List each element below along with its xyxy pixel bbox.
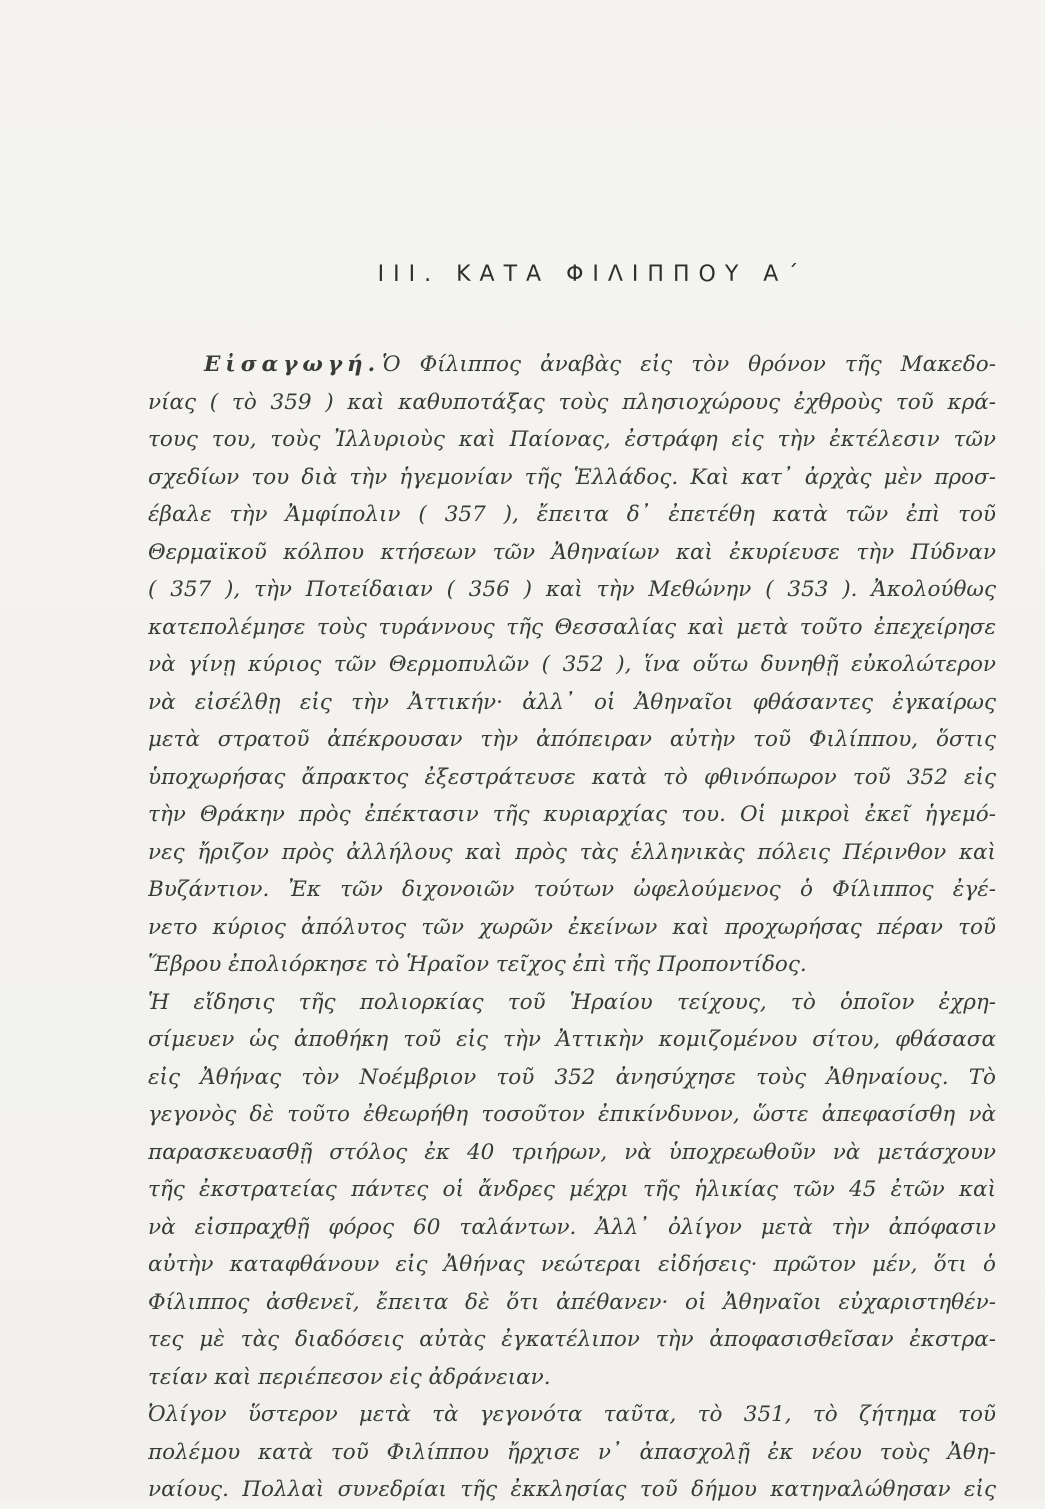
text-line-content: Ὁ Φίλιππος ἀναβὰς εἰς τὸν θρόνον τῆς Μακεδο- — [382, 352, 996, 377]
text-line: εἰς Ἀθήνας τὸν Νοέμβριον τοῦ 352 ἀνησύχησε τοὺς Ἀθηναίους. Τὸ — [148, 1064, 996, 1090]
text-line: νες ἤριζον πρὸς ἀλλήλους καὶ πρὸς τὰς ἑλληνικὰς πόλεις Πέρινθον καὶ — [148, 839, 996, 865]
text-line — [148, 346, 996, 384]
text-line: σχεδίων του διὰ τὴν ἡγεμονίαν τῆς Ἑλλάδος. Καὶ κατ᾿ ἀρχὰς μὲν προσ- — [148, 464, 996, 490]
text-line: τείαν καὶ περιέπεσον εἰς ἀδράνειαν. — [148, 1364, 551, 1390]
text-line: νὰ εἰσέλθῃ εἰς τὴν Ἀττικήν· ἀλλ᾿ οἱ Ἀθηναῖοι φθάσαντες ἐγκαίρως — [148, 689, 996, 715]
text-line: Ἡ εἴδησις τῆς πολιορκίας τοῦ Ἡραίου τείχους, τὸ ὁποῖον ἐχρη- — [148, 989, 996, 1015]
text-line: γεγονὸς δὲ τοῦτο ἐθεωρήθη τοσοῦτον ἐπικίνδυνον, ὥστε ἀπεφασίσθη νὰ — [148, 1102, 996, 1127]
body-text — [148, 346, 996, 1509]
text-line: κατεπολέμησε τοὺς τυράννους τῆς Θεσσαλίας καὶ μετὰ τοῦτο ἐπεχείρησε — [148, 614, 996, 640]
text-line: μετὰ στρατοῦ ἀπέκρουσαν τὴν ἀπόπειραν αὐτὴν τοῦ Φιλίππου, ὅστις — [148, 727, 996, 752]
text-line: σίμευεν ὡς ἀποθήκη τοῦ εἰς τὴν Ἀττικὴν κομιζομένου σίτου, φθάσασα — [148, 1027, 996, 1052]
intro-label: Εἰσαγωγή. — [204, 352, 381, 377]
text-line: Βυζάντιον. Ἐκ τῶν διχονοιῶν τούτων ὠφελούμενος ὁ Φίλιππος ἐγέ- — [148, 877, 996, 902]
text-line: τους του, τοὺς Ἰλλυριοὺς καὶ Παίονας, ἐστράφη εἰς τὴν ἐκτέλεσιν τῶν — [148, 427, 996, 452]
text-line: έβαλε τὴν Ἀμφίπολιν ( 357 ), ἔπειτα δ᾿ ἐπετέθη κατὰ τῶν ἐπὶ τοῦ — [148, 502, 996, 527]
text-line: Φίλιππος ἀσθενεῖ, ἔπειτα δὲ ὅτι ἀπέθανεν· οἱ Ἀθηναῖοι εὐχαριστηθέν- — [148, 1289, 996, 1315]
text-line: ( 357 ), τὴν Ποτείδαιαν ( 356 ) καὶ τὴν Μεθώνην ( 353 ). Ἀκολούθως — [148, 577, 996, 602]
text-line: Ἕβρου ἐπολιόρκησε τὸ Ἡραῖον τεῖχος ἐπὶ τῆς Προποντίδος. — [148, 952, 807, 977]
text-line: νὰ εἰσπραχθῇ φόρος 60 ταλάντων. Ἀλλ᾿ ὀλίγον μετὰ τὴν ἀπόφασιν — [148, 1214, 996, 1240]
text-line: τῆς ἐκστρατείας πάντες οἱ ἄνδρες μέχρι τῆς ἡλικίας τῶν 45 ἐτῶν καὶ — [148, 1177, 996, 1202]
text-line: παρασκευασθῇ στόλος ἐκ 40 τριήρων, νὰ ὑποχρεωθοῦν νὰ μετάσχουν — [148, 1139, 996, 1165]
text-line: ὑποχωρήσας ἄπρακτος ἐξεστράτευσε κατὰ τὸ φθινόπωρον τοῦ 352 εἰς — [148, 764, 996, 790]
text-line: νίας ( τὸ 359 ) καὶ καθυποτάξας τοὺς πλησιοχώρους ἐχθροὺς τοῦ κρά- — [148, 389, 996, 415]
text-line: νὰ γίνῃ κύριος τῶν Θερμοπυλῶν ( 352 ), ἵνα οὕτω δυνηθῇ εὐκολώτερον — [148, 652, 996, 677]
text-line: Θερμαϊκοῦ κόλπου κτήσεων τῶν Ἀθηναίων καὶ ἐκυρίευσε τὴν Πύδναν — [148, 539, 996, 565]
chapter-heading: III. ΚΑΤΑ ΦΙΛΙΠΠΟΥ Α΄ — [377, 262, 808, 287]
text-line: αὐτὴν καταφθάνουν εἰς Ἀθήνας νεώτεραι εἰδήσεις· πρῶτον μέν, ὅτι ὁ — [148, 1252, 996, 1277]
text-line: τες μὲ τὰς διαδόσεις αὐτὰς ἐγκατέλιπον τὴν ἀποφασισθεῖσαν ἐκστρα- — [148, 1327, 996, 1352]
text-line: Ὀλίγον ὕστερον μετὰ τὰ γεγονότα ταῦτα, τὸ 351, τὸ ζήτημα τοῦ — [148, 1402, 996, 1427]
text-line: τὴν Θράκην πρὸς ἐπέκτασιν τῆς κυριαρχίας του. Οἱ μικροὶ ἐκεῖ ἡγεμό- — [148, 802, 996, 827]
text-line: πολέμου κατὰ τοῦ Φιλίππου ἤρχισε ν᾿ ἀπασχολῇ ἐκ νέου τοὺς Ἀθη- — [148, 1439, 996, 1465]
text-line: ναίους. Πολλαὶ συνεδρίαι τῆς ἐκκλησίας τοῦ δήμου κατηναλώθησαν εἰς — [148, 1477, 996, 1502]
text-line: νετο κύριος ἀπόλυτος τῶν χωρῶν ἐκείνων καὶ προχωρήσας πέραν τοῦ — [148, 914, 996, 940]
